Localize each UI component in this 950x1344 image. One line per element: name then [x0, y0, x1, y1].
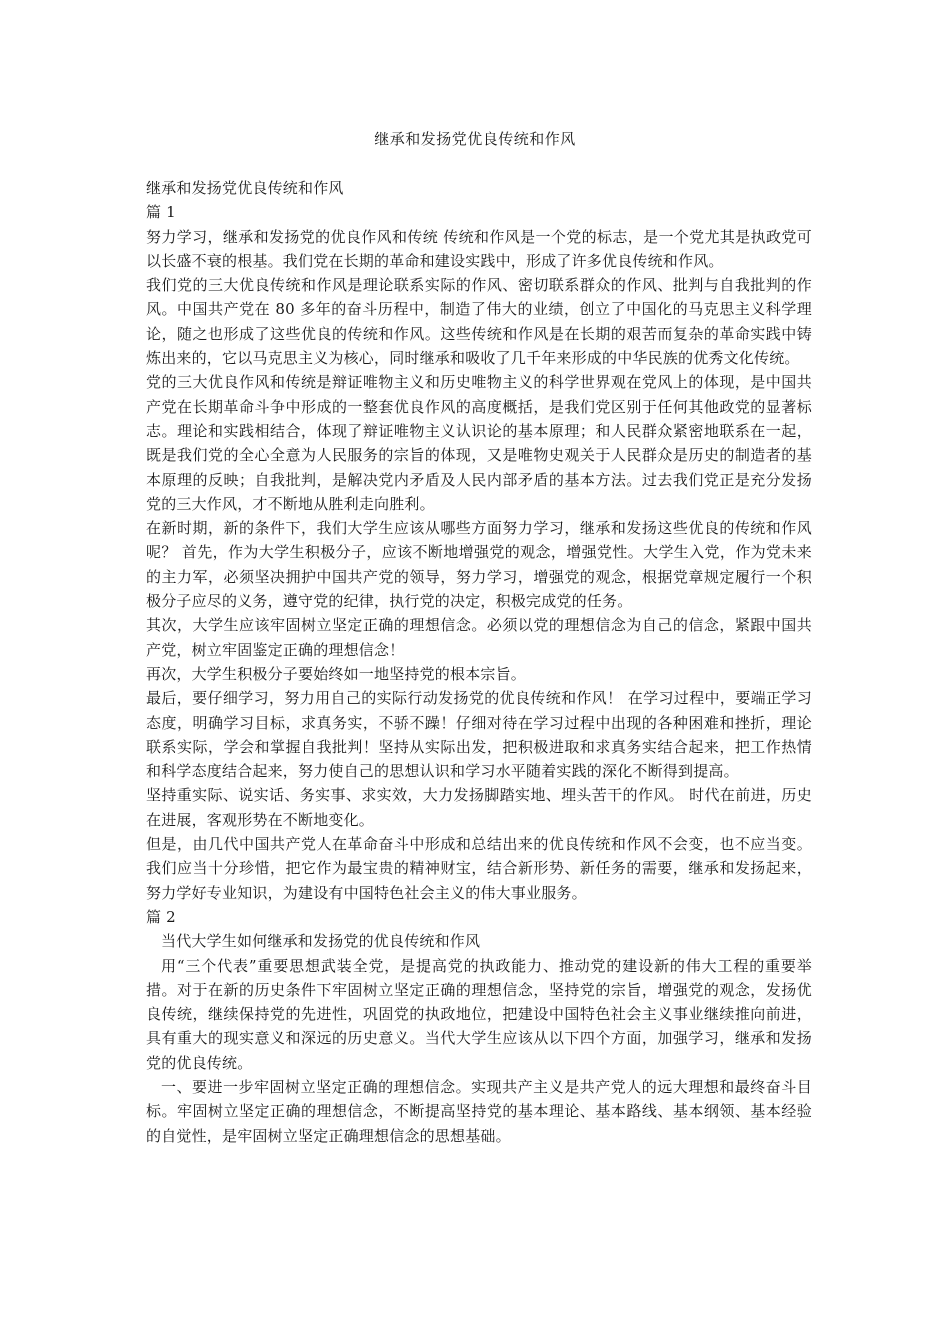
document-paragraph: 一、要进一步牢固树立坚定正确的理想信念。实现共产主义是共产党人的远大理想和最终奋斗目标。牢固树立坚定正确的理想信念，不断提高坚持党的基本理论、基本路线、基本纲领、基本经验的自觉性，是牢固树立坚定正确理想信念的思想基础。 [146, 1077, 812, 1145]
document-paragraph: 最后，要仔细学习，努力用自己的实际行动发扬党的优良传统和作风！ 在学习过程中，要端正学习态度，明确学习目标，求真务实，不骄不躁！仔细对待在学习过程中出现的各种困难和挫折，理论联系实际，学会和掌握自我批判！坚持从实际出发，把积极进取和求真务实结合起来，把工作热情和科学态度结合起来，努力使自己的思想认识和学习水平随着实践的深化不断得到提高。 [146, 689, 812, 781]
document-paragraph: 我们党的三大优良传统和作风是理论联系实际的作风、密切联系群众的作风、批判与自我批判的作风。中国共产党在 80 多年的奋斗历程中，制造了伟大的业绩，创立了中国化的马克思主义科学理论，随之也形成了这些优良的传统和作风。这些传统和作风是在长期的艰苦而复杂的革命实践中铸炼出来的，它以马克思主义为核心，同时继承和吸收了几千年来形成的中华民族的优秀文化传统。 [146, 276, 812, 368]
document-paragraph: 在新时期，新的条件下，我们大学生应该从哪些方面努力学习，继承和发扬这些优良的传统和作风呢？ 首先，作为大学生积极分子，应该不断地增强党的观念，增强党性。大学生入党，作为党未来的主力军，必须坚决拥护中国共产党的领导，努力学习，增强党的观念，根据党章规定履行一个积极分子应尽的义务，遵守党的纪律，执行党的决定，积极完成党的任务。 [146, 519, 812, 611]
document-paragraph: 但是，由几代中国共产党人在革命奋斗中形成和总结出来的优良传统和作风不会变，也不应当变。我们应当十分珍惜，把它作为最宝贵的精神财宝，结合新形势、新任务的需要，继承和发扬起来，努力学好专业知识，为建设有中国特色社会主义的伟大事业服务。 [146, 835, 812, 902]
document-paragraph: 努力学习，继承和发扬党的优良作风和传统 传统和作风是一个党的标志，是一个党尤其是执政党可以长盛不衰的根基。我们党在长期的革命和建设实践中，形成了许多优良传统和作风。 [146, 227, 812, 270]
document-paragraph: 党的三大优良作风和传统是辩证唯物主义和历史唯物主义的科学世界观在党风上的体现，是中国共产党在长期革命斗争中形成的一整套优良作风的高度概括，是我们党区别于任何其他政党的显著标志。理论和实践相结合，体现了辩证唯物主义认识论的基本原理；和人民群众紧密地联系在一起，既是我们党的全心全意为人民服务的宗旨的体现，又是唯物史观关于人民群众是历史的制造者的基本原理的反映；自我批判，是解决党内矛盾及人民内部矛盾的基本方法。过去我们党正是充分发扬党的三大作风，才不断地从胜利走向胜利。 [146, 373, 812, 513]
document-paragraph: 篇 2 [146, 907, 176, 926]
document-paragraph: 篇 1 [146, 203, 176, 222]
document-paragraph: 坚持重实际、说实话、务实事、求实效，大力发扬脚踏实地、埋头苦干的作风。 时代在前进，历史在进展，客观形势在不断地变化。 [146, 786, 812, 829]
document-paragraph: 再次，大学生积极分子要始终如一地坚持党的根本宗旨。 [146, 664, 527, 683]
document-paragraph: 其次，大学生应该牢固树立坚定正确的理想信念。必须以党的理想信念为自己的信念，紧跟中国共产党，树立牢固鉴定正确的理想信念！ [146, 616, 812, 659]
document-paragraph: 用“三个代表”重要思想武装全党，是提高党的执政能力、推动党的建设新的伟大工程的重要举措。对于在新的历史条件下牢固树立坚定正确的理想信念，坚持党的宗旨，增强党的观念，发扬优良传统，继续保持党的先进性，巩固党的执政地位，把建设中国特色社会主义事业继续推向前进，具有重大的现实意义和深远的历史意义。当代大学生应该从以下四个方面，加强学习，继承和发扬党的优良传统。 [146, 956, 812, 1072]
document-title: 继承和发扬党优良传统和作风 [374, 130, 576, 148]
document-paragraph: 继承和发扬党优良传统和作风 [146, 179, 344, 197]
document-body [146, 176, 812, 1148]
document-paragraph: 当代大学生如何继承和发扬党的优良传统和作风 [161, 932, 481, 951]
